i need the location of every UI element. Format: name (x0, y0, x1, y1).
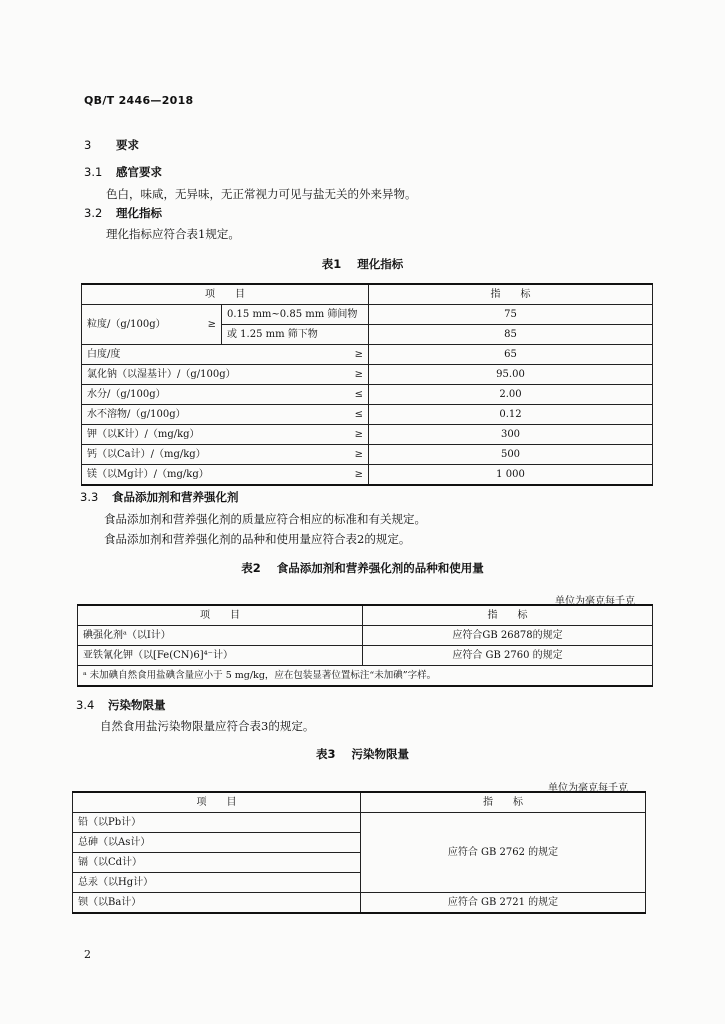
table-row (82, 305, 653, 325)
table-title: 食品添加剂和营养强化剂的品种和使用量 (276, 561, 484, 575)
section-number: 3 (84, 138, 92, 152)
row-value: 应符合 GB 2760 的规定 (363, 646, 653, 666)
row-symbol: ≥ (207, 319, 216, 330)
row-item: 水不溶物/（g/100g） (87, 409, 186, 420)
table1-caption (0, 256, 725, 272)
header-item: 项 目 (73, 792, 361, 813)
table2-unit: 单位为毫克每千克 (555, 596, 635, 607)
section-title: 污染物限量 (108, 698, 166, 712)
table-row (82, 465, 653, 486)
table-title: 污染物限量 (351, 747, 409, 761)
table-row (78, 646, 653, 666)
row-item: 亚铁氰化钾（以[Fe(CN)6]⁴⁻计） (78, 646, 363, 666)
page-number: 2 (84, 948, 91, 961)
row-symbol: ≥ (354, 449, 363, 460)
table-row (82, 365, 653, 385)
row-value: 1 000 (369, 465, 653, 486)
header-value: 指 标 (361, 792, 646, 813)
row-symbol: ≥ (354, 469, 363, 480)
standard-code-header: QB/T 2446—2018 (84, 94, 194, 107)
row-symbol: ≥ (354, 349, 363, 360)
table-footnote: ᵃ 未加碘自然食用盐碘含量应小于 5 mg/kg，应在包装显著位置标注“未加碘”字样。 (78, 666, 653, 687)
row-item: 钡（以Ba计） (73, 893, 361, 914)
section-number: 3.4 (76, 698, 95, 712)
row-symbol: ≤ (354, 389, 363, 400)
table2-caption (0, 560, 725, 576)
table-header-row (73, 792, 646, 813)
row-value: 2.00 (369, 385, 653, 405)
section-3-3-text-1: 食品添加剂和营养强化剂的质量应符合相应的标准和有关规定。 (104, 512, 426, 526)
table-row (82, 445, 653, 465)
table-note-row (78, 666, 653, 687)
row-item: 钾（以K计）/（mg/kg） (87, 429, 200, 440)
table3-contaminants (72, 791, 646, 914)
row-symbol: ≤ (354, 409, 363, 420)
row-item: 水分/（g/100g） (87, 389, 166, 400)
section-title: 食品添加剂和营养强化剂 (112, 490, 239, 504)
row-item: 总汞（以Hg计） (73, 873, 361, 893)
row-symbol: ≥ (354, 369, 363, 380)
row-value: 95.00 (369, 365, 653, 385)
row-value: 85 (369, 325, 653, 345)
row-item: 镉（以Cd计） (73, 853, 361, 873)
header-item: 项 目 (82, 284, 369, 305)
section-title: 要求 (116, 138, 139, 152)
row-value: 500 (369, 445, 653, 465)
section-number: 3.2 (84, 206, 103, 220)
table-header-row (82, 284, 653, 305)
section-3-3-text-2: 食品添加剂和营养强化剂的品种和使用量应符合表2的规定。 (104, 532, 411, 546)
row-value: 300 (369, 425, 653, 445)
header-value: 指 标 (363, 605, 653, 626)
header-item: 项 目 (78, 605, 363, 626)
row-subitem: 0.15 mm~0.85 mm 筛间物 (222, 305, 369, 325)
section-title: 理化指标 (116, 206, 162, 220)
section-title: 感官要求 (116, 165, 162, 179)
row-item: 粒度/（g/100g） (87, 319, 166, 330)
granularity-cell (82, 305, 222, 345)
table1-physicochemical (81, 283, 653, 486)
table-title: 理化指标 (357, 257, 404, 271)
row-item: 总砷（以As计） (73, 833, 361, 853)
row-value: 75 (369, 305, 653, 325)
section-3-4-heading (76, 697, 166, 713)
table-row (73, 813, 646, 833)
section-3-2-heading (84, 205, 162, 221)
section-3-4-text: 自然食用盐污染物限量应符合表3的规定。 (100, 719, 315, 733)
table-label: 表1 (321, 257, 342, 271)
table-row (78, 626, 653, 646)
row-subitem: 或 1.25 mm 筛下物 (222, 325, 369, 345)
table-row (73, 893, 646, 914)
table-row (82, 385, 653, 405)
table2-additives (77, 604, 653, 687)
table-header-row (78, 605, 653, 626)
row-value: 应符合 GB 2721 的规定 (361, 893, 646, 914)
table3-unit: 单位为毫克每千克 (548, 783, 628, 794)
section-3-1-heading (84, 164, 162, 180)
table-row (82, 405, 653, 425)
section-3-2-text: 理化指标应符合表1规定。 (106, 227, 240, 241)
section-number: 3.1 (84, 165, 103, 179)
section-number: 3.3 (80, 490, 99, 504)
table-row (82, 425, 653, 445)
row-item: 铅（以Pb计） (73, 813, 361, 833)
row-item: 碘强化剂ᵃ（以I计） (78, 626, 363, 646)
table-label: 表2 (241, 561, 261, 575)
row-item: 钙（以Ca计）/（mg/kg） (87, 449, 206, 460)
section-3-1-text: 色白，味咸，无异味，无正常视力可见与盐无关的外来异物。 (106, 187, 417, 201)
section-3-heading (84, 137, 139, 153)
row-item: 白度/度 (87, 349, 121, 360)
row-value: 65 (369, 345, 653, 365)
row-value: 0.12 (369, 405, 653, 425)
row-item: 镁（以Mg计）/（mg/kg） (87, 469, 209, 480)
table-row (82, 345, 653, 365)
merged-value: 应符合 GB 2762 的规定 (361, 813, 646, 893)
header-value: 指 标 (369, 284, 653, 305)
row-value: 应符合GB 26878的规定 (363, 626, 653, 646)
row-symbol: ≥ (354, 429, 363, 440)
row-item: 氯化钠（以湿基计）/（g/100g） (87, 369, 236, 380)
section-3-3-heading (80, 489, 239, 505)
table-label: 表3 (315, 747, 336, 761)
table3-caption (0, 746, 725, 762)
